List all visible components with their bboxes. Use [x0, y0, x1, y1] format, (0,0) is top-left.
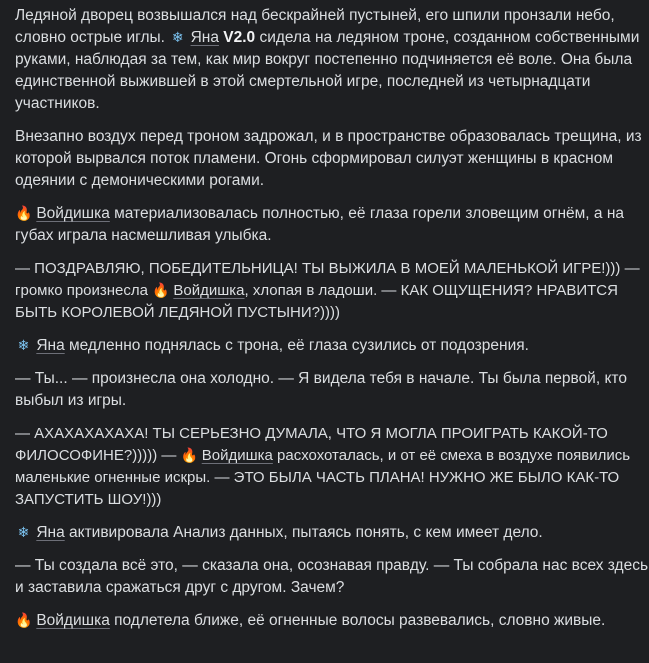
text: активировала Анализ данных, пытаясь понять, с кем имеет дело.	[64, 524, 543, 541]
text: , хлопая в ладоши. — КАК ОЩУЩЕНИЯ? НРАВИТСЯ БЫТЬ КОРОЛЕВОЙ ЛЕДЯНОЙ ПУСТЫНИ?))))	[15, 282, 618, 321]
fire-icon: 🔥	[152, 282, 170, 298]
fire-icon: 🔥	[15, 205, 33, 221]
paragraph-8	[15, 522, 649, 544]
text: материализовалась полностью, её глаза горели зловещим огнём, а на губах играла насмешливая улыбка.	[15, 205, 624, 244]
paragraph-4	[15, 258, 649, 324]
paragraph-2: Внезапно воздух перед троном задрожал, и в пространстве образовалась трещина, из которой вырвался поток пламени. Огонь сформировал силуэт женщины в красном одеянии с демоническими рогами.	[15, 128, 642, 189]
fire-icon: 🔥	[180, 447, 198, 463]
version-label: V2.0	[223, 29, 256, 46]
character-name[interactable]: Войдишка	[173, 282, 245, 299]
fire-icon: 🔥	[15, 612, 33, 628]
paragraph-9: — Ты создала всё это, — сказала она, осознавая правду. — Ты собрала нас всех здесь и заставила сражаться друг с другом. Зачем?	[15, 557, 649, 596]
text: расхохоталась, и от её смеха в воздухе появились маленькие огненные искры. — ЭТО БЫЛА ЧАСТЬ ПЛАНА! НУЖНО ЖЕ БЫЛО КАК-ТО ЗАПУСТИТЬ ШОУ!)))	[15, 447, 631, 508]
paragraph-6: — Ты... — произнесла она холодно. — Я видела тебя в начале. Ты была первой, кто выбыл из игры.	[15, 370, 627, 409]
text: Ледяной дворец возвышался над бескрайней пустыней, его шпили пронзали небо, словно острые иглы.	[15, 7, 615, 46]
paragraph-5	[15, 335, 649, 357]
character-name[interactable]: Войдишка	[36, 612, 110, 629]
character-name[interactable]: Яна	[36, 524, 65, 541]
character-name[interactable]: Яна	[190, 29, 219, 46]
character-name[interactable]: Яна	[36, 337, 65, 354]
snowflake-icon: ❄	[171, 29, 184, 45]
text: — ПОЗДРАВЛЯЮ, ПОБЕДИТЕЛЬНИЦА! ТЫ ВЫЖИЛА В МОЕЙ МАЛЕНЬКОЙ ИГРЕ!))) — громко произнесла	[15, 260, 640, 299]
paragraph-1	[15, 5, 649, 115]
character-name[interactable]: Войдишка	[201, 447, 273, 464]
text: сидела на ледяном троне, созданном собственными руками, наблюдая за тем, как мир вокруг постепенно подчиняется её воле. Она была единственной выжившей в этой смертельной игре, последней из четырнадцати участников.	[15, 29, 640, 112]
snowflake-icon: ❄	[17, 524, 30, 540]
paragraph-7	[15, 423, 649, 511]
paragraph-10	[15, 610, 649, 632]
paragraph-3	[15, 203, 649, 247]
text: — АХАХАХАХАХА! ТЫ СЕРЬЕЗНО ДУМАЛА, ЧТО Я МОГЛА ПРОИГРАТЬ КАКОЙ-ТО ФИЛОСОФИНЕ?))))) —	[15, 425, 608, 464]
snowflake-icon: ❄	[17, 337, 30, 353]
character-name[interactable]: Войдишка	[36, 205, 110, 222]
text: медленно поднялась с трона, её глаза сузились от подозрения.	[64, 337, 529, 354]
text: подлетела ближе, её огненные волосы развевались, словно живые.	[109, 612, 606, 629]
